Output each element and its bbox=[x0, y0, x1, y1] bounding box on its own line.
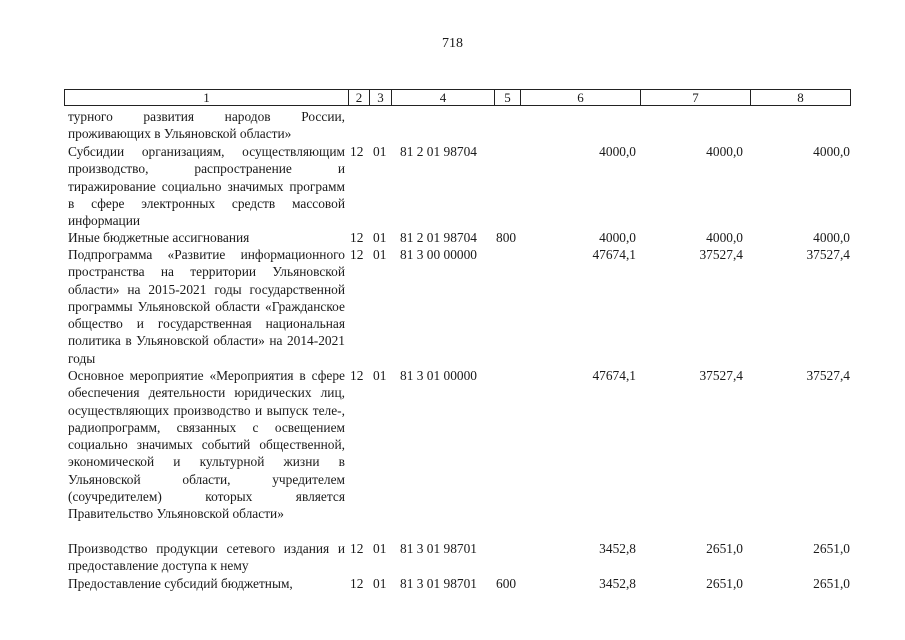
header-col-1: 1 bbox=[203, 90, 210, 105]
row-amount-col6: 4000,0 bbox=[599, 144, 636, 159]
row-expense-type: 600 bbox=[496, 576, 517, 591]
row-amount-col8: 2651,0 bbox=[813, 541, 850, 556]
row-amount-col8: 37527,4 bbox=[806, 247, 850, 262]
row-description: Производство продукции сетевого издания и предоставление доступа к нему bbox=[68, 541, 345, 574]
row-target-code: 81 3 01 98701 bbox=[400, 576, 477, 591]
row-amount-col8: 4000,0 bbox=[813, 230, 850, 245]
row-section: 12 bbox=[350, 576, 364, 591]
row-amount-col6: 3452,8 bbox=[599, 541, 636, 556]
row-expense-type: 800 bbox=[496, 230, 517, 245]
header-col-3: 3 bbox=[369, 90, 391, 105]
row-amount-col7: 37527,4 bbox=[699, 247, 743, 262]
row-target-code: 81 3 01 98701 bbox=[400, 541, 477, 556]
row-subsection: 01 bbox=[373, 247, 387, 262]
row-section: 12 bbox=[350, 247, 364, 262]
row-subsection: 01 bbox=[373, 230, 387, 245]
row-amount-col8: 4000,0 bbox=[813, 144, 850, 159]
header-col-7: 7 bbox=[640, 90, 750, 105]
row-amount-col6: 4000,0 bbox=[599, 230, 636, 245]
row-amount-col8: 37527,4 bbox=[806, 368, 850, 383]
header-col-2: 2 bbox=[348, 90, 369, 105]
row-amount-col8: 2651,0 bbox=[813, 576, 850, 591]
row-section: 12 bbox=[350, 368, 364, 383]
row-subsection: 01 bbox=[373, 576, 387, 591]
row-target-code: 81 3 01 00000 bbox=[400, 368, 477, 383]
row-description: Подпрограмма «Развитие информационного пространства на территории Ульяновской области» на 2015-2021 годы государственной программы Ульяновской области «Гражданское общество и государственная национальная политика в Ульяновской области» на 2014-2021 годы bbox=[68, 247, 345, 366]
row-description: Субсидии организациям, осуществляющим производство, распространение и тиражирование социально значимых программ в сфере электронных средств массовой информации bbox=[68, 144, 345, 229]
row-amount-col6: 3452,8 bbox=[599, 576, 636, 591]
row-amount-col7: 4000,0 bbox=[706, 230, 743, 245]
row-amount-col6: 47674,1 bbox=[592, 247, 636, 262]
header-col-8: 8 bbox=[750, 90, 850, 105]
row-amount-col7: 2651,0 bbox=[706, 576, 743, 591]
row-section: 12 bbox=[350, 230, 364, 245]
row-amount-col7: 4000,0 bbox=[706, 144, 743, 159]
row-target-code: 81 2 01 98704 bbox=[400, 230, 477, 245]
table-header bbox=[64, 89, 851, 106]
row-target-code: 81 2 01 98704 bbox=[400, 144, 477, 159]
row-section: 12 bbox=[350, 144, 364, 159]
header-col-5: 5 bbox=[494, 90, 520, 105]
row-description: Иные бюджетные ассигнования bbox=[68, 230, 250, 245]
row-subsection: 01 bbox=[373, 541, 387, 556]
row-description: Предоставление субсидий бюджетным, bbox=[68, 576, 293, 591]
row-amount-col6: 47674,1 bbox=[592, 368, 636, 383]
row-subsection: 01 bbox=[373, 368, 387, 383]
row-amount-col7: 37527,4 bbox=[699, 368, 743, 383]
header-col-6: 6 bbox=[520, 90, 640, 105]
row-description: турного развития народов России, проживающих в Ульяновской области» bbox=[68, 109, 345, 142]
row-amount-col7: 2651,0 bbox=[706, 541, 743, 556]
row-description: Основное мероприятие «Мероприятия в сфере обеспечения деятельности юридических лиц, осуществляющих производство и выпуск теле-, радиопрограмм, связанных с освещением социально значимых событий общественной, экономической и культурной жизни в Ульяновской области, учредителем (соучредителем) которых является Правительство Ульяновской области» bbox=[68, 368, 345, 522]
header-col-4: 4 bbox=[391, 90, 494, 105]
row-target-code: 81 3 00 00000 bbox=[400, 247, 477, 262]
row-section: 12 bbox=[350, 541, 364, 556]
page-number: 718 bbox=[442, 36, 463, 51]
row-subsection: 01 bbox=[373, 144, 387, 159]
